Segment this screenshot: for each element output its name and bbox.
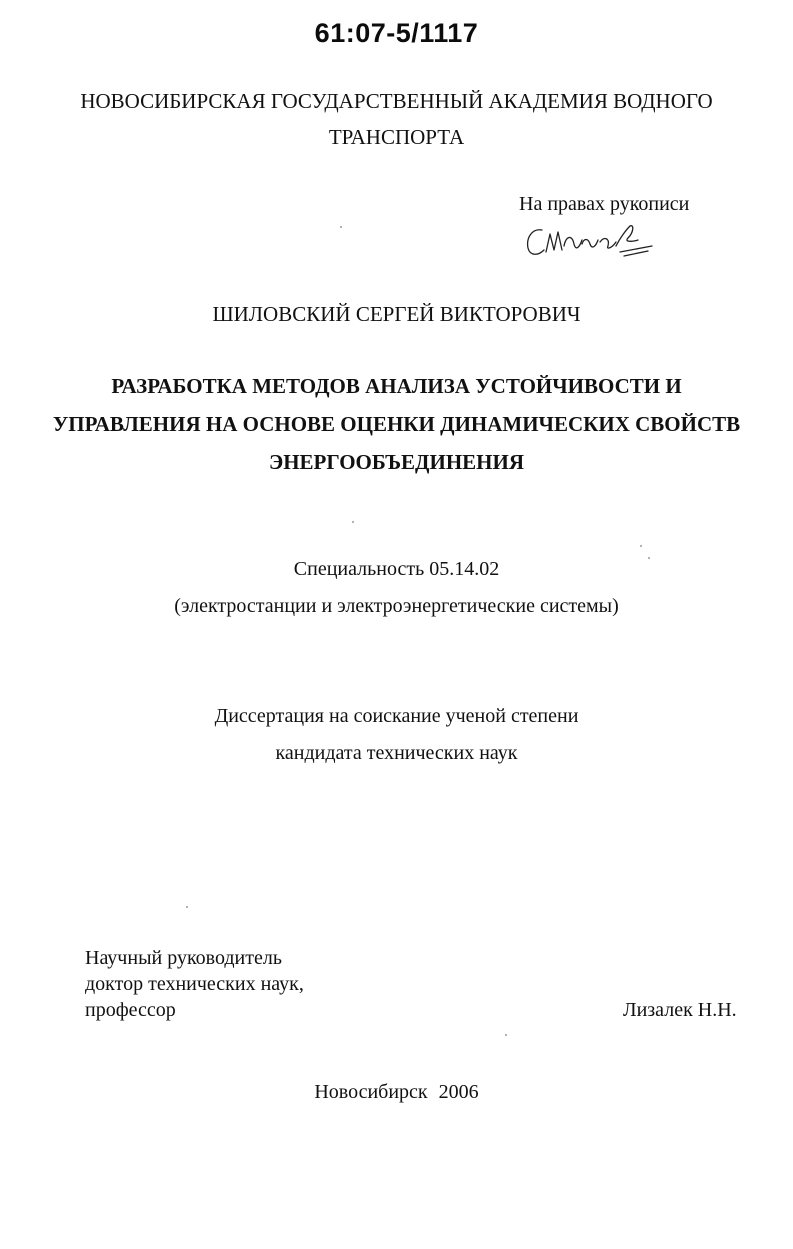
supervisor-degree: доктор технических наук, (85, 973, 304, 995)
title-line-2: УПРАВЛЕНИЯ НА ОСНОВЕ ОЦЕНКИ ДИНАМИЧЕСКИХ СВОЙСТВ (52, 412, 741, 436)
specialty-description: (электростанции и электроэнергетические системы) (174, 595, 619, 617)
institution-line-2: ТРАНСПОРТА (328, 125, 465, 149)
scan-speck (340, 226, 342, 228)
degree-line-2: кандидата технических наук (275, 742, 518, 764)
scan-speck (648, 557, 650, 559)
scan-speck (505, 1034, 507, 1036)
city-year: Новосибирск 2006 (314, 1081, 479, 1103)
specialty-code: Специальность 05.14.02 (293, 558, 500, 580)
catalog-number: 61:07-5/1117 (314, 18, 479, 48)
scan-speck (640, 545, 642, 547)
supervisor-rank: профессор (85, 999, 176, 1021)
title-line-3: ЭНЕРГООБЪЕДИНЕНИЯ (268, 450, 525, 474)
degree-line-1: Диссертация на соискание ученой степени (214, 705, 579, 727)
supervisor-role: Научный руководитель (85, 947, 282, 969)
supervisor-name: Лизалек Н.Н. (623, 999, 737, 1021)
scan-speck (352, 521, 354, 523)
author-name: ШИЛОВСКИЙ СЕРГЕЙ ВИКТОРОВИЧ (212, 302, 581, 326)
scan-speck (186, 906, 188, 908)
title-line-1: РАЗРАБОТКА МЕТОДОВ АНАЛИЗА УСТОЙЧИВОСТИ И (111, 374, 682, 398)
manuscript-note: На правах рукописи (519, 193, 690, 215)
institution-line-1: НОВОСИБИРСКАЯ ГОСУДАРСТВЕННЫЙ АКАДЕМИЯ ВОДНОГО (80, 89, 713, 113)
signature (520, 216, 660, 266)
